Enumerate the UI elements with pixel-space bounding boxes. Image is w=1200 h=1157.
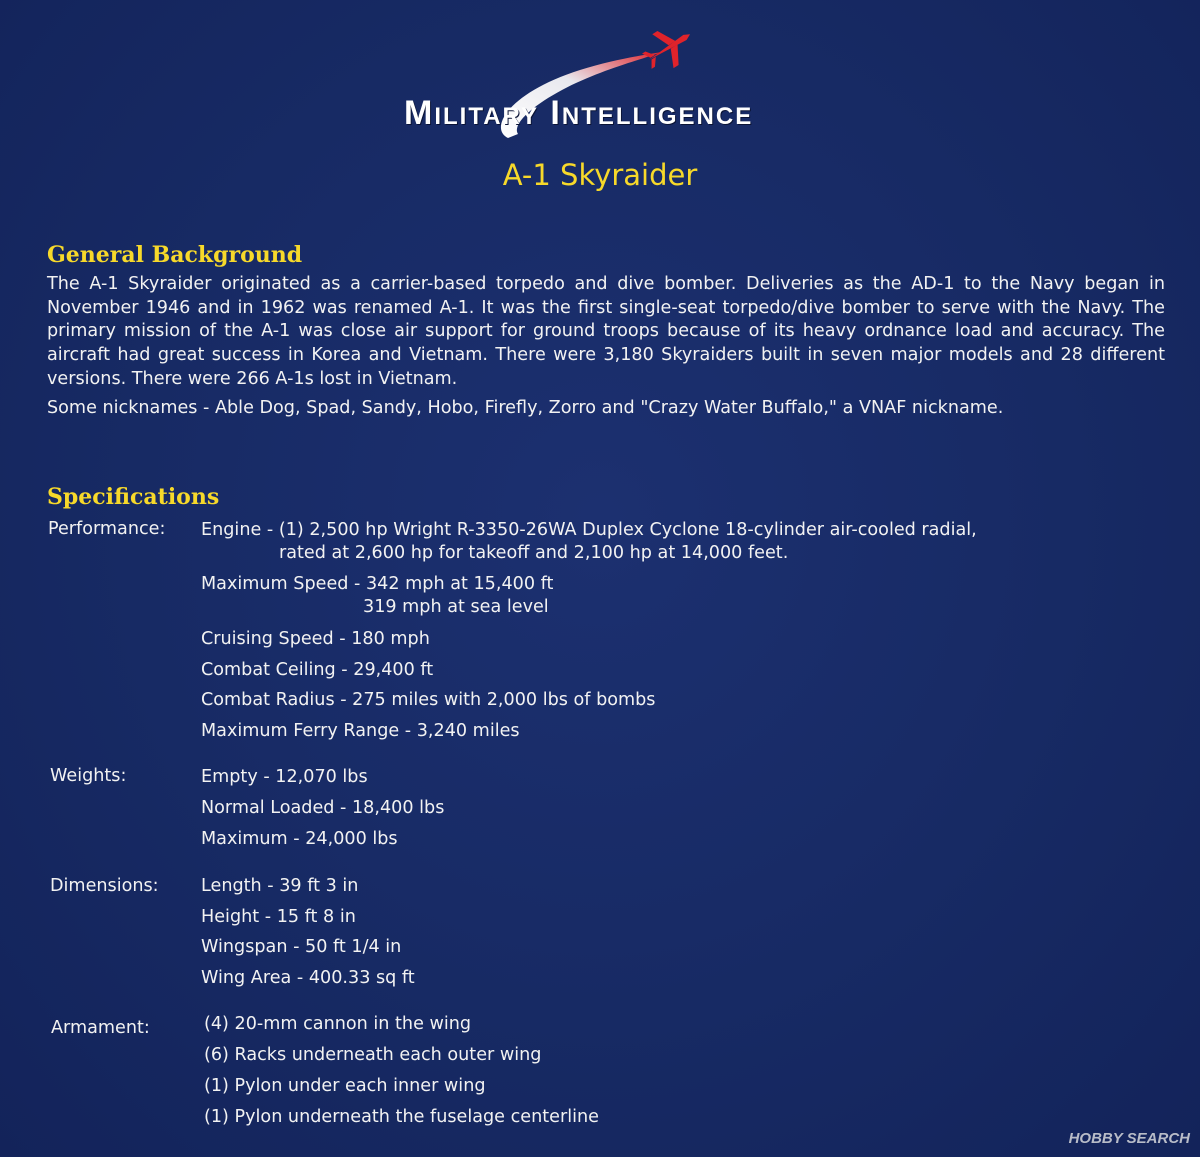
armament-outer-racks: (6) Racks underneath each outer wing [204,1045,542,1065]
dimension-length: Length - 39 ft 3 in [201,876,359,896]
armament-cannon: (4) 20-mm cannon in the wing [204,1014,472,1034]
general-background-heading: General Background [47,242,303,268]
dimension-height: Height - 15 ft 8 in [201,907,356,927]
armament-inner-pylon: (1) Pylon under each inner wing [204,1076,486,1096]
combat-radius-spec: Combat Radius - 275 miles with 2,000 lbs of bombs [201,690,656,710]
ferry-range-spec: Maximum Ferry Range - 3,240 miles [201,721,520,741]
document-title: A-1 Skyraider [502,158,698,192]
engine-spec-continued: rated at 2,600 hp for takeoff and 2,100 hp at 14,000 feet. [279,543,789,563]
cruising-speed-spec: Cruising Speed - 180 mph [201,629,430,649]
weight-maximum: Maximum - 24,000 lbs [201,829,398,849]
weights-label: Weights: [50,766,127,786]
weight-normal-loaded: Normal Loaded - 18,400 lbs [201,798,445,818]
logo [400,30,840,150]
armament-centerline-pylon: (1) Pylon underneath the fuselage centerline [204,1107,599,1127]
specifications-heading: Specifications [47,484,220,510]
combat-ceiling-spec: Combat Ceiling - 29,400 ft [201,660,434,680]
performance-label: Performance: [48,519,166,539]
max-speed-sea-level: 319 mph at sea level [363,597,549,617]
max-speed-spec: Maximum Speed - 342 mph at 15,400 ft [201,574,554,594]
dimension-wingspan: Wingspan - 50 ft 1/4 in [201,937,402,957]
dimension-wing-area: Wing Area - 400.33 sq ft [201,968,415,988]
logo-text: Military Intelligence [404,94,754,132]
watermark: HOBBY SEARCH [1068,1130,1190,1147]
background-paragraph: The A-1 Skyraider originated as a carrier-based torpedo and dive bomber. Deliveries as the AD-1 to the Navy began in November 1946 and in 1962 was renamed A-1. It was the first single-seat torpedo/dive bomber to serve with the Navy. The primary mission of the A-1 was close air support for ground troops because of its heavy ordnance load and accuracy. The aircraft had great success in Korea and Vietnam. There were 3,180 Skyraiders built in seven major models and 28 different versions. There were 266 A-1s lost in Vietnam. [47,274,1165,389]
nicknames-text: Some nicknames - Able Dog, Spad, Sandy, Hobo, Firefly, Zorro and "Crazy Water Buffalo," a VNAF nickname. [47,398,1004,418]
engine-spec: Engine - (1) 2,500 hp Wright R-3350-26WA Duplex Cyclone 18-cylinder air-cooled radial, [201,520,977,540]
dimensions-label: Dimensions: [50,876,159,896]
armament-label: Armament: [51,1018,150,1038]
airplane-icon [636,30,700,78]
weight-empty: Empty - 12,070 lbs [201,767,368,787]
